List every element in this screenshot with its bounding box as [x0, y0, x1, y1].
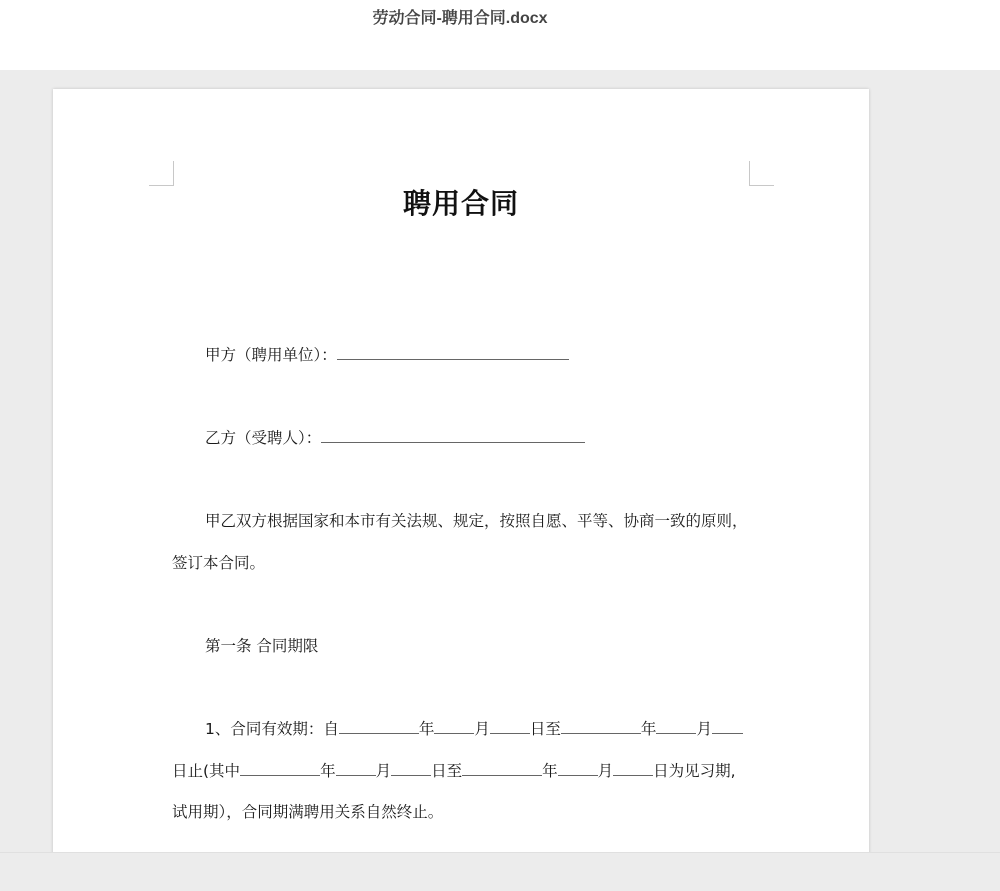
year-label: 年 — [320, 762, 336, 780]
term-line-2 — [172, 759, 736, 783]
intro-line-1: 甲乙双方根据国家和本市有关法规、规定，按照自愿、平等、协商一致的原则， — [205, 512, 748, 530]
start-year-blank — [339, 717, 419, 734]
term-start-label: 1、合同有效期：自 — [205, 720, 339, 738]
end-year-blank — [561, 717, 641, 734]
term-until-label: 日止(其中 — [172, 762, 241, 780]
intro-line-2: 签订本合同。 — [172, 554, 266, 572]
month-label: 月 — [696, 720, 712, 738]
end-day-blank — [712, 717, 743, 734]
end-month-blank — [656, 717, 696, 734]
party-a-label: 甲方（聘用单位）： — [205, 346, 337, 364]
year-label: 年 — [418, 720, 435, 738]
probation-label: 日为见习期, — [653, 762, 736, 780]
term-line-1 — [205, 717, 743, 741]
margin-marker-top-right — [749, 161, 774, 186]
party-b-label: 乙方（受聘人）： — [205, 429, 322, 447]
probation-start-day-blank — [391, 759, 431, 776]
document-page — [53, 89, 869, 852]
probation-end-year-blank — [462, 759, 542, 776]
status-bar — [0, 852, 1000, 891]
day-to-label: 日至 — [431, 762, 463, 780]
margin-marker-top-left — [149, 161, 174, 186]
party-a-blank — [337, 343, 569, 360]
month-label: 月 — [375, 762, 392, 780]
month-label: 月 — [597, 762, 614, 780]
start-month-blank — [434, 717, 474, 734]
party-a-line — [205, 343, 569, 367]
term-line-3: 试用期），合同期满聘用关系自然终止。 — [172, 803, 444, 821]
month-label: 月 — [474, 720, 490, 738]
probation-start-month-blank — [336, 759, 376, 776]
document-viewer[interactable] — [0, 70, 1000, 852]
probation-start-year-blank — [240, 759, 320, 776]
title-bar — [0, 0, 1000, 70]
year-label: 年 — [542, 762, 558, 780]
document-title: 聘用合同 — [402, 187, 519, 220]
party-b-line — [205, 426, 585, 450]
day-to-label: 日至 — [529, 720, 561, 738]
start-day-blank — [490, 717, 530, 734]
document-filename: 劳动合同-聘用合同.docx — [372, 10, 548, 27]
article1-heading: 第一条 合同期限 — [205, 637, 319, 655]
year-label: 年 — [640, 720, 657, 738]
party-b-blank — [321, 426, 585, 443]
probation-end-month-blank — [558, 759, 598, 776]
probation-end-day-blank — [613, 759, 653, 776]
